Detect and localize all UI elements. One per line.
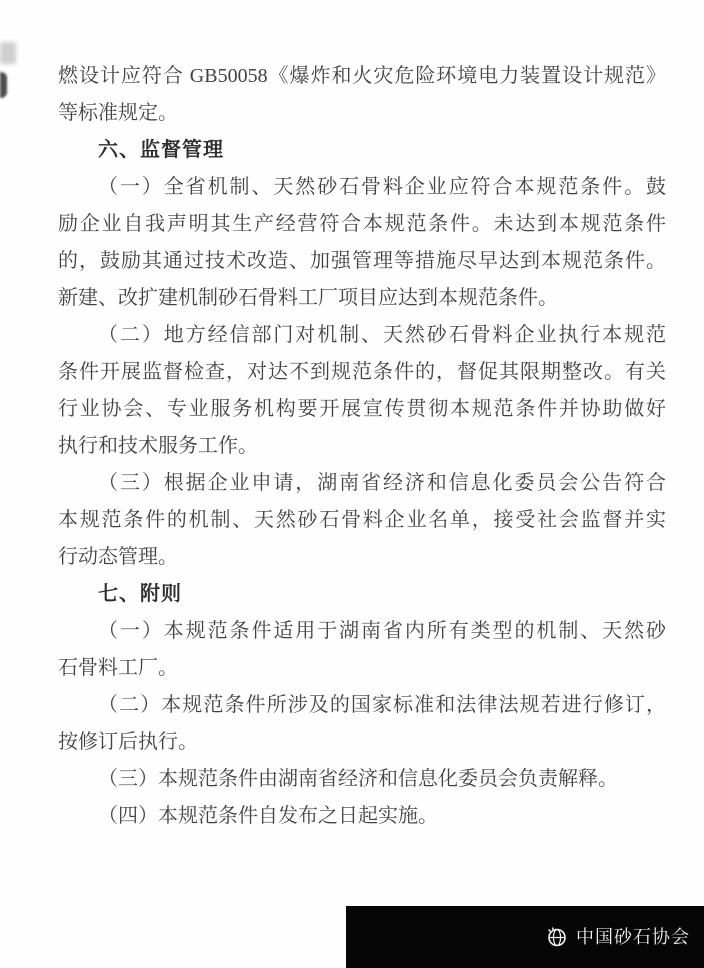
- text-line: 新建、改扩建机制砂石骨料工厂项目应达到本规范条件。: [58, 287, 558, 309]
- scan-artifact-smudge: [0, 72, 7, 98]
- text-line: 等标准规定。: [58, 102, 178, 124]
- section-heading: 六、监督管理: [98, 139, 224, 161]
- text-line: 励企业自我声明其生产经营符合本规范条件。未达到本规范条件: [58, 213, 666, 235]
- scan-artifact-corner: [0, 42, 16, 64]
- brand-text: 中国砂石协会: [576, 927, 690, 947]
- text-line: 按修订后执行。: [58, 731, 198, 753]
- text-line: （二）地方经信部门对机制、天然砂石骨料企业执行本规范: [98, 324, 666, 346]
- text-line: 执行和技术服务工作。: [58, 435, 258, 457]
- text-line: 行业协会、专业服务机构要开展宣传贯彻本规范条件并协助做好: [58, 398, 666, 420]
- text-line: （一）本规范条件适用于湖南省内所有类型的机制、天然砂: [98, 620, 666, 642]
- text-line: （三）根据企业申请，湖南省经济和信息化委员会公告符合: [98, 472, 666, 494]
- text-line: （一）全省机制、天然砂石骨料企业应符合本规范条件。鼓: [98, 176, 666, 198]
- text-line: （四）本规范条件自发布之日起实施。: [98, 805, 438, 827]
- text-line: （二）本规范条件所涉及的国家标准和法律法规若进行修订，: [98, 694, 666, 716]
- text-line: 石骨料工厂。: [58, 657, 178, 679]
- document-body: [58, 58, 666, 835]
- text-line: 的，鼓励其通过技术改造、加强管理等措施尽早达到本规范条件。: [58, 250, 666, 272]
- text-line: 本规范条件的机制、天然砂石骨料企业名单，接受社会监督并实: [58, 509, 666, 531]
- text-line: 条件开展监督检查，对达不到规范条件的，督促其限期整改。有关: [58, 361, 666, 383]
- globe-icon: [546, 926, 568, 948]
- watermark-bar: [346, 906, 704, 968]
- text-line: （三）本规范条件由湖南省经济和信息化委员会负责解释。: [98, 768, 618, 790]
- text-line: 行动态管理。: [58, 546, 178, 568]
- section-heading: 七、附则: [98, 583, 182, 605]
- text-line: 燃设计应符合 GB50058《爆炸和火灾危险环境电力装置设计规范》: [58, 65, 666, 87]
